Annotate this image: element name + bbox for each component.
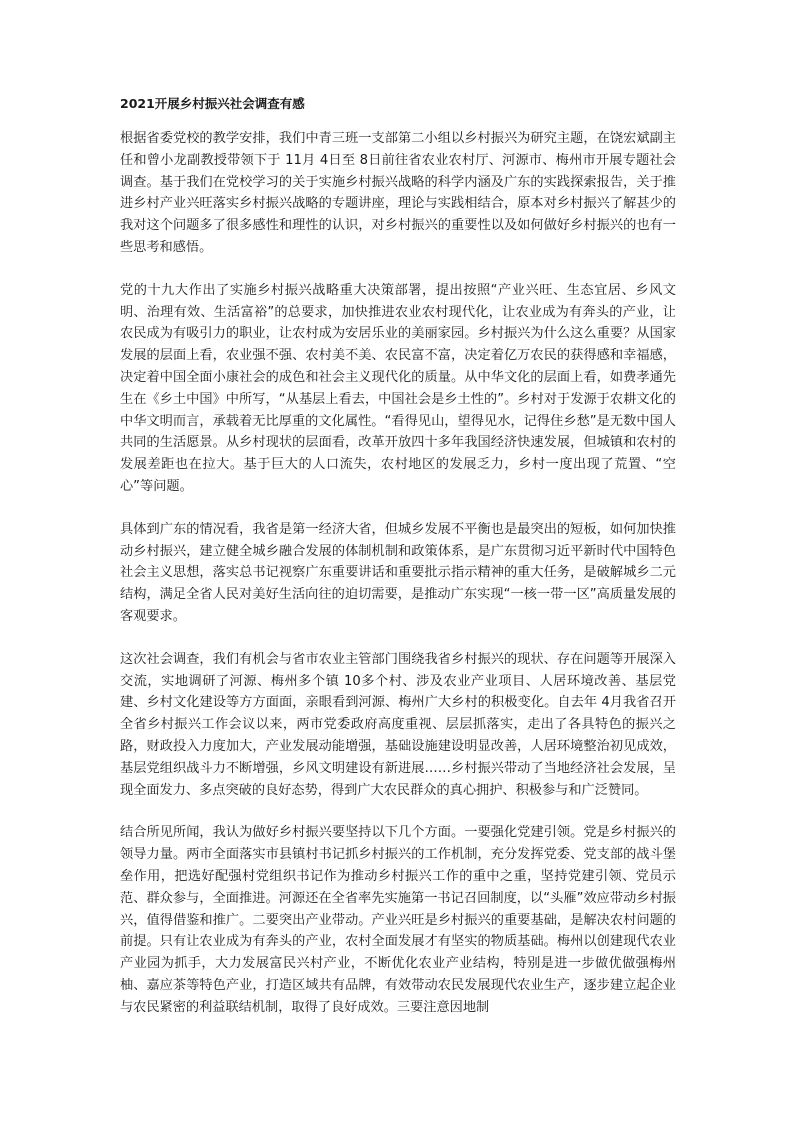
paragraph-1: 根据省委党校的教学安排，我们中青三班一支部第二小组以乡村振兴为研究主题，在饶宏斌副主任和曾小龙副教授带领下于 11月 4日至 8日前往省农业农村厅、河源市、梅州市开展专题社会调查。基于我们在党校学习的关于实施乡村振兴战略的科学内涵及广东的实践探索报告，关于推进乡村产业兴旺落实乡村振兴战略的专题讲座，理论与实践相结合，原本对乡村振兴了解甚少的我对这个问题多了很多感性和理性的认识，对乡村振兴的重要性以及如何做好乡村振兴的也有一些思考和感悟。 [120, 131, 676, 255]
paragraph-5: 结合所见所闻，我认为做好乡村振兴要坚持以下几个方面。一要强化党建引领。党是乡村振兴的领导力量。两市全面落实市县镇村书记抓乡村振兴的工作机制，充分发挥党委、党支部的战斗堡垒作用，把选好配强村党组织书记作为推动乡村振兴工作的重中之重，坚持党建引领、党员示范、群众参与，全面推进。河源还在全省率先实施第一书记召回制度，以“头雁”效应带动乡村振兴，值得借鉴和推广。二要突出产业带动。产业兴旺是乡村振兴的重要基础，是解决农村问题的前提。只有让农业成为有奔头的产业，农村全面发展才有坚实的物质基础。梅州以创建现代农业产业园为抓手，大力发展富民兴村产业，不断优化农业产业结构，特别是进一步做优做强梅州柚、嘉应茶等特色产业，打造区域共有品牌，有效带动农民发展现代农业生产，逐步建立起企业与农民紧密的利益联结机制，取得了良好成效。三要注意因地制 [120, 825, 676, 1015]
document-title: 2021开展乡村振兴社会调查有感 [120, 96, 305, 111]
paragraph-3: 具体到广东的情况看，我省是第一经济大省，但城乡发展不平衡也是最突出的短板，如何加快推动乡村振兴，建立健全城乡融合发展的体制机制和政策体系，是广东贯彻习近平新时代中国特色社会主义思想，落实总书记视察广东重要讲话和重要批示指示精神的重大任务，是破解城乡二元结构，满足全省人民对美好生活向往的迫切需要，是推动广东实现“一核一带一区”高质量发展的客观要求。 [120, 521, 676, 624]
document-page [120, 96, 676, 1039]
paragraph-2: 党的十九大作出了实施乡村振兴战略重大决策部署，提出按照“产业兴旺、生态宜居、乡风文明、治理有效、生活富裕”的总要求，加快推进农业农村现代化，让农业成为有奔头的产业，让农民成为有吸引力的职业，让农村成为安居乐业的美丽家园。乡村振兴为什么这么重要？从国家发展的层面上看，农业强不强、农村美不美、农民富不富，决定着亿万农民的获得感和幸福感，决定着中国全面小康社会的成色和社会主义现代化的质量。从中华文化的层面上看，如费孝通先生在《乡土中国》中所写，“从基层上看去，中国社会是乡土性的”。乡村对于发源于农耕文化的中华文明而言，承载着无比厚重的文化属性。“看得见山，望得见水，记得住乡愁”是无数中国人共同的生活愿景。从乡村现状的层面看，改革开放四十多年我国经济快速发展，但城镇和农村的发展差距也在拉大。基于巨大的人口流失，农村地区的发展乏力，乡村一度出现了荒置、“空心”等问题。 [120, 282, 676, 494]
paragraph-4: 这次社会调查，我们有机会与省市农业主管部门围绕我省乡村振兴的现状、存在问题等开展深入交流，实地调研了河源、梅州多个镇 10多个村、涉及农业产业项目、人居环境改善、基层党建、乡村文化建设等方方面面，亲眼看到河源、梅州广大乡村的积极变化。自去年 4月我省召开全省乡村振兴工作会议以来，两市党委政府高度重视、层层抓落实，走出了各具特色的振兴之路，财政投入力度加大，产业发展动能增强，基础设施建设明显改善，人居环境整治初见成效，基层党组织战斗力不断增强，乡风文明建设有新进展……乡村振兴带动了当地经济社会发展，呈现全面发力、多点突破的良好态势，得到广大农民群众的真心拥护、积极参与和广泛赞同。 [120, 651, 676, 798]
